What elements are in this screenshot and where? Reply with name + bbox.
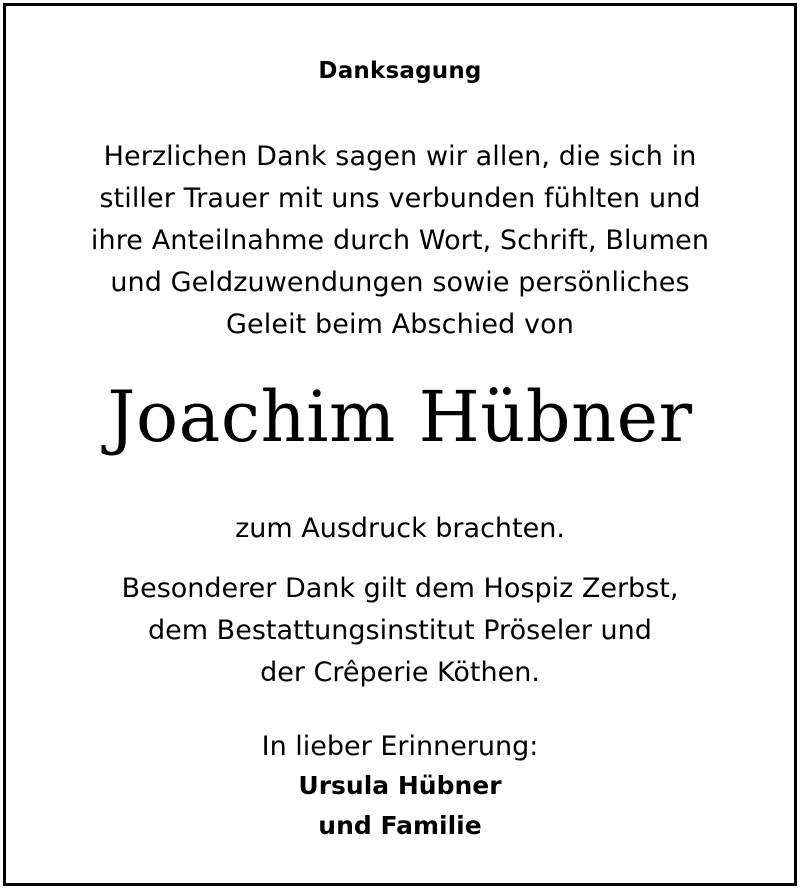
intro-line: und Geldzuwendungen sowie persönliches	[110, 267, 690, 298]
special-thanks-line: dem Bestattungsinstitut Pröseler und	[148, 615, 652, 646]
intro-paragraph	[6, 136, 794, 346]
intro-line: stiller Trauer mit uns verbunden fühlten und	[99, 183, 701, 214]
special-thanks-paragraph	[6, 568, 794, 694]
signature-line: Ursula Hübner	[298, 771, 502, 800]
intro-line: Geleit beim Abschied von	[226, 309, 574, 340]
intro-line: ihre Anteilnahme durch Wort, Schrift, Blumen	[90, 225, 710, 256]
notice-frame	[3, 3, 797, 886]
special-thanks-line: der Crêperie Köthen.	[260, 657, 540, 688]
deceased-name: Joachim Hübner	[107, 376, 693, 458]
special-thanks-line: Besonderer Dank gilt dem Hospiz Zerbst,	[121, 573, 679, 604]
closing-line: zum Ausdruck brachten.	[235, 513, 565, 544]
signature-block	[6, 766, 794, 846]
signature-line: und Familie	[318, 811, 482, 840]
remembrance-line: In lieber Erinnerung:	[261, 731, 539, 762]
intro-line: Herzlichen Dank sagen wir allen, die sich in	[103, 141, 697, 172]
notice-heading: Danksagung	[318, 58, 482, 84]
